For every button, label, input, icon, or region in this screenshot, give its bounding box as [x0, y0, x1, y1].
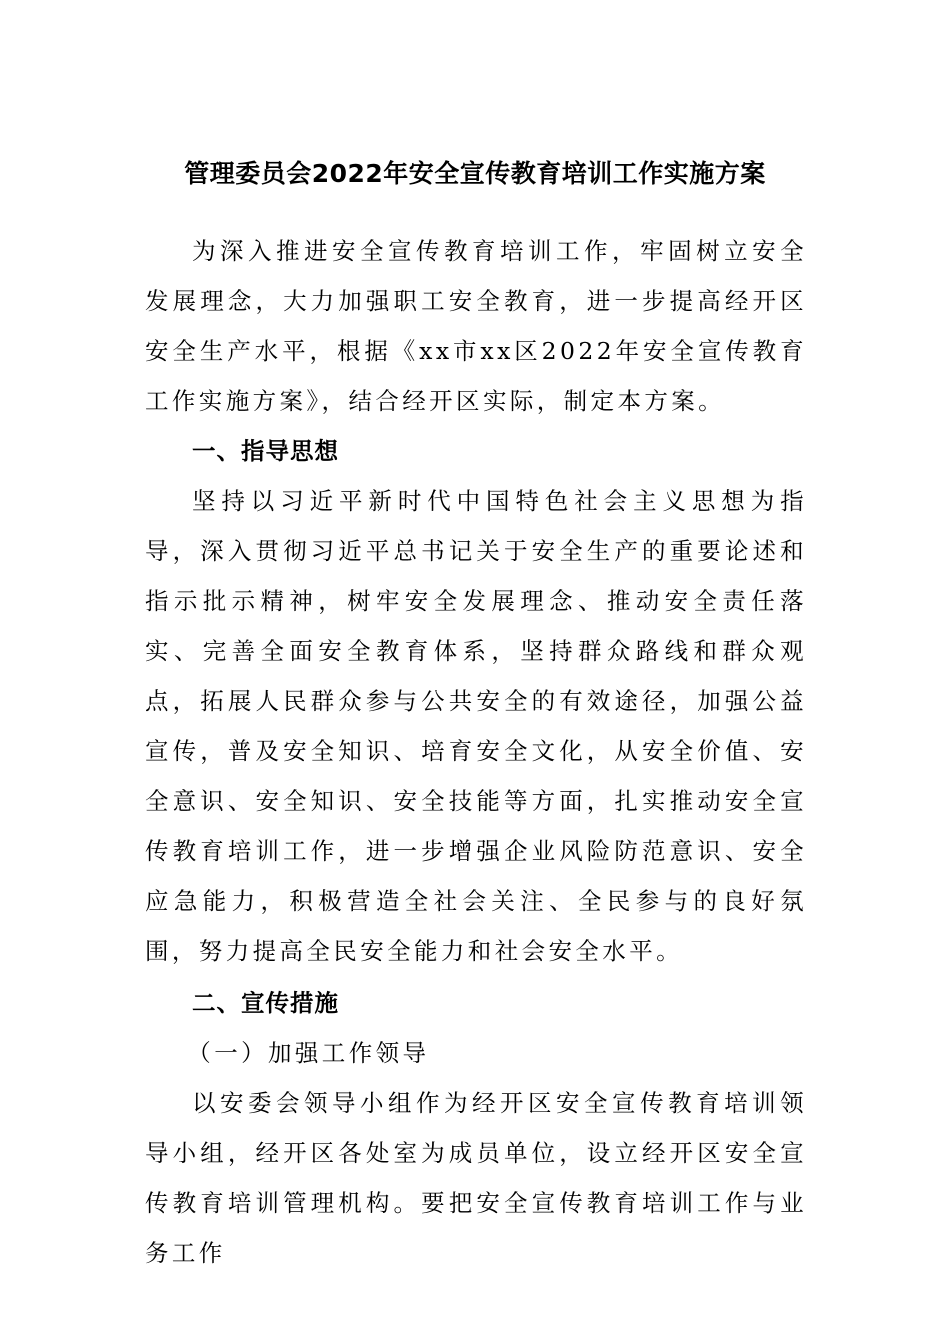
- guiding-ideology-paragraph: 坚持以习近平新时代中国特色社会主义思想为指导，深入贯彻习近平总书记关于安全生产的重要论述和指示批示精神，树牢安全发展理念、推动安全责任落实、完善全面安全教育体系，坚持群众路线和群众观点，拓展人民群众参与公共安全的有效途径，加强公益宣传，普及安全知识、培育安全文化，从安全价值、安全意识、安全知识、安全技能等方面，扎实推动安全宣传教育培训工作，进一步增强企业风险防范意识、安全应急能力，积极营造全社会关注、全民参与的良好氛围，努力提高全民安全能力和社会安全水平。: [145, 487, 807, 965]
- document-body: [145, 226, 807, 1278]
- section-heading-publicity-measures: 二、宣传措施: [192, 989, 339, 1017]
- document-title: 管理委员会2022年安全宣传教育培训工作实施方案: [184, 159, 766, 188]
- section-heading-guiding-ideology: 一、指导思想: [192, 437, 339, 465]
- leadership-paragraph: 以安委会领导小组作为经开区安全宣传教育培训领导小组，经开区各处室为成员单位，设立经开区安全宣传教育培训管理机构。要把安全宣传教育培训工作与业务工作: [145, 1089, 807, 1267]
- intro-paragraph: 为深入推进安全宣传教育培训工作，牢固树立安全发展理念，大力加强职工安全教育，进一步提高经开区安全生产水平，根据《xx市xx区2022年安全宣传教育工作实施方案》，结合经开区实际，制定本方案。: [145, 237, 807, 415]
- subsection-heading-leadership: （一）加强工作领导: [187, 1039, 430, 1067]
